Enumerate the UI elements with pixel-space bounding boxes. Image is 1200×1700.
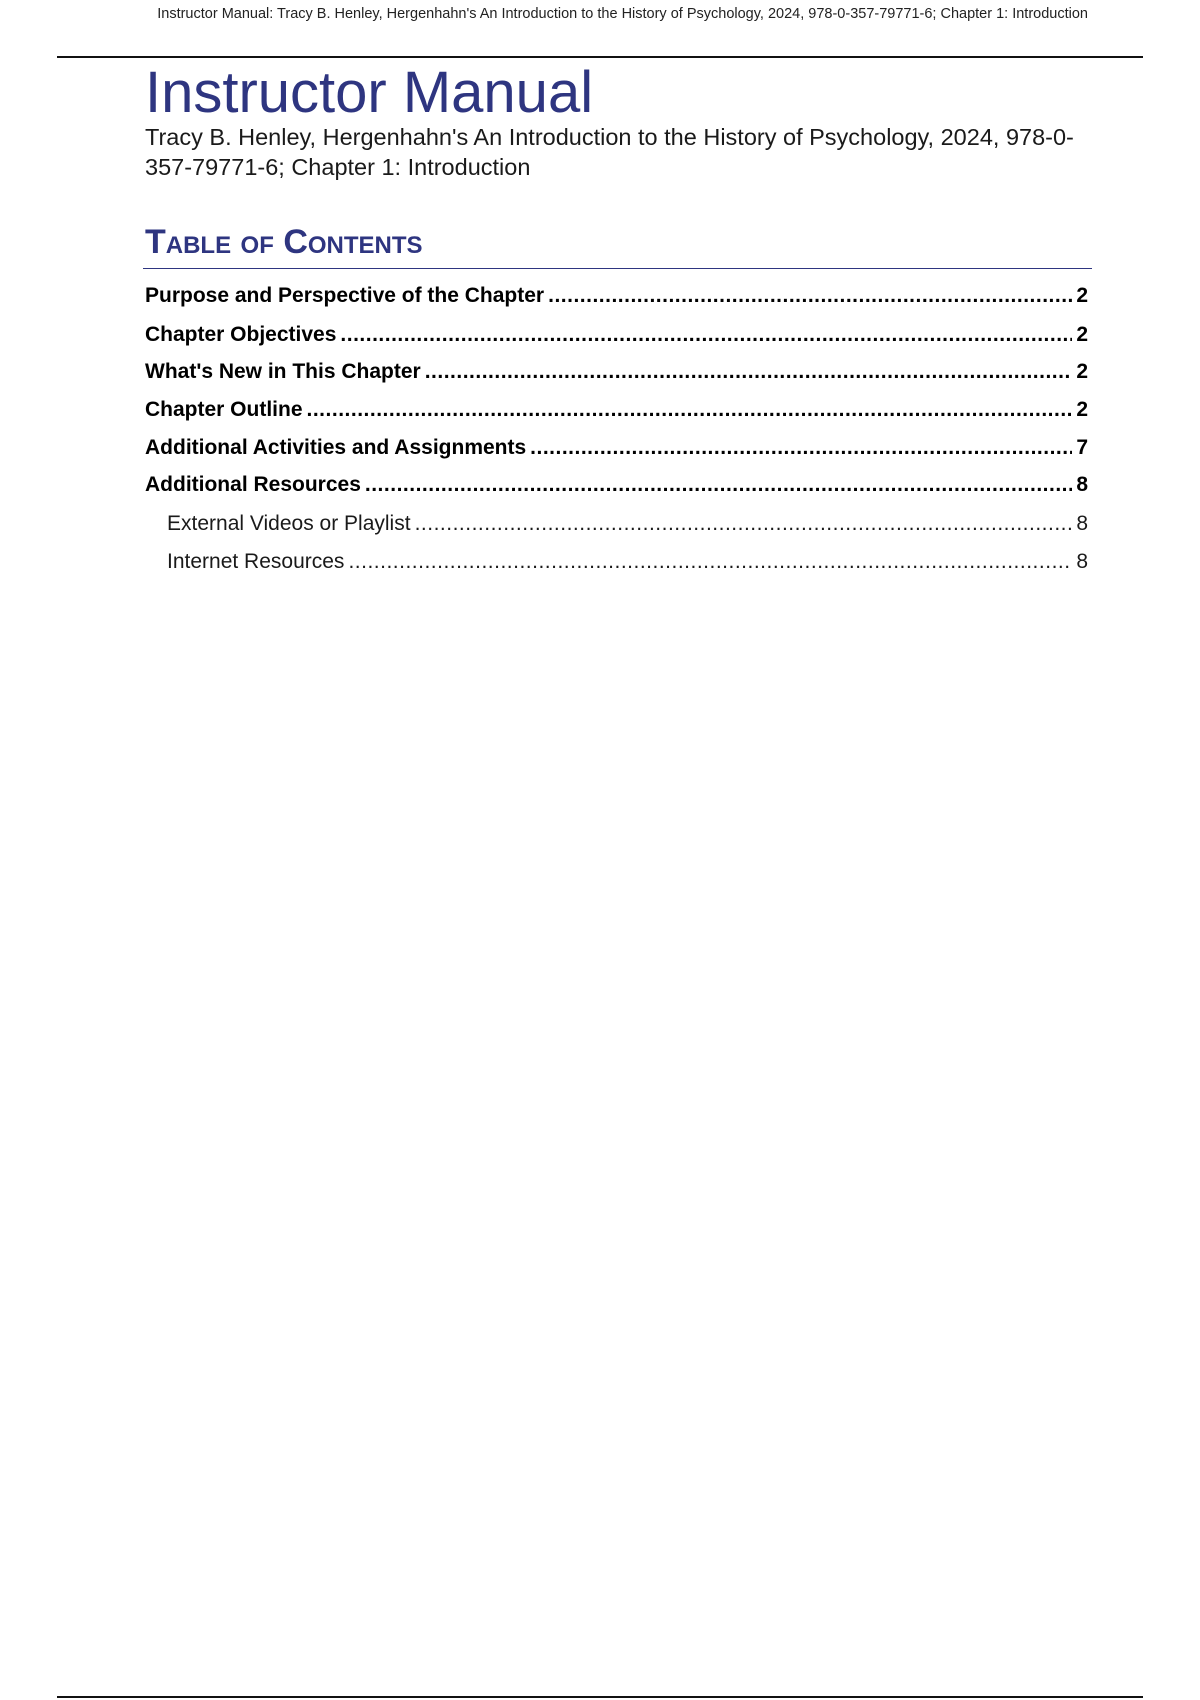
toc-entry-page-number: 2 — [1076, 323, 1088, 346]
toc-entry-additional-activities[interactable] — [145, 434, 1088, 462]
toc-entry-label: Additional Activities and Assignments — [145, 436, 527, 459]
toc-entry-chapter-outline[interactable] — [145, 396, 1088, 424]
toc-entry-page-number: 2 — [1076, 284, 1088, 307]
toc-dot-leader — [365, 471, 1072, 499]
toc-dot-leader — [307, 396, 1073, 424]
toc-heading: Table of Contents — [145, 223, 423, 261]
toc-entry-page-number: 8 — [1076, 473, 1088, 496]
toc-entry-label: Chapter Outline — [145, 398, 303, 421]
toc-entry-label: What's New in This Chapter — [145, 360, 421, 383]
toc-divider — [143, 268, 1092, 269]
toc-entry-label: Internet Resources — [167, 550, 345, 573]
toc-dot-leader — [548, 282, 1072, 310]
toc-dot-leader — [415, 510, 1073, 538]
running-header: Instructor Manual: Tracy B. Henley, Hergenhahn's An Introduction to the History of Psychology, 2024, 978-0-357-79771-6; Chapter 1: Introduction — [157, 6, 1088, 22]
toc-entry-label: Additional Resources — [145, 473, 361, 496]
footer-divider — [57, 1696, 1143, 1698]
document-subtitle: Tracy B. Henley, Hergenhahn's An Introduction to the History of Psychology, 2024, 978-0-357-79771-6; Chapter 1: Introduction — [145, 124, 1074, 180]
toc-entry-page-number: 8 — [1076, 512, 1088, 535]
toc-dot-leader — [348, 548, 1072, 576]
toc-entry-purpose-and-perspective[interactable] — [145, 282, 1088, 310]
toc-dot-leader — [340, 321, 1072, 349]
toc-entry-label: Purpose and Perspective of the Chapter — [145, 284, 545, 307]
document-title: Instructor Manual — [145, 60, 594, 125]
toc-entry-label: External Videos or Playlist — [167, 512, 411, 535]
toc-entry-page-number: 7 — [1076, 436, 1088, 459]
toc-entry-external-videos[interactable] — [167, 510, 1088, 538]
toc-dot-leader — [530, 434, 1072, 462]
toc-entry-page-number: 8 — [1076, 550, 1088, 573]
toc-dot-leader — [425, 358, 1073, 386]
toc-entry-whats-new[interactable] — [145, 358, 1088, 386]
toc-entry-label: Chapter Objectives — [145, 323, 337, 346]
toc-entry-page-number: 2 — [1076, 398, 1088, 421]
toc-entry-page-number: 2 — [1076, 360, 1088, 383]
toc-entry-chapter-objectives[interactable] — [145, 321, 1088, 349]
toc-entry-internet-resources[interactable] — [167, 548, 1088, 576]
toc-entry-additional-resources[interactable] — [145, 471, 1088, 499]
